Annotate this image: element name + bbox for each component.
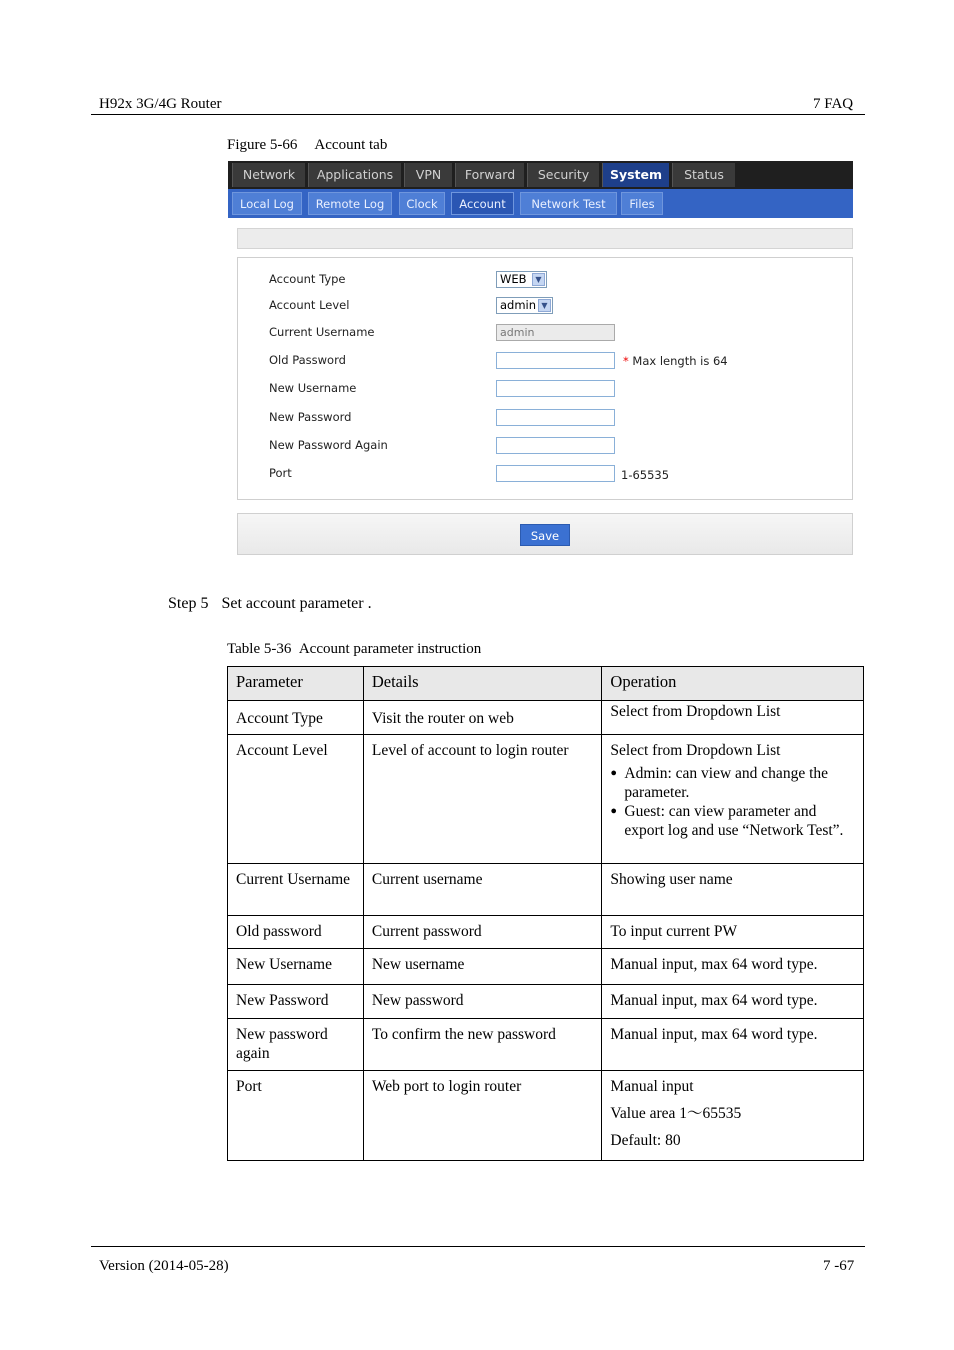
figure-number: Figure 5-66 — [227, 137, 298, 153]
account-parameter-table — [227, 666, 864, 1161]
max-length-hint: Max length is 64 — [632, 354, 728, 368]
new-password-again-input[interactable] — [496, 437, 615, 454]
step-label: Step 5 — [168, 595, 209, 612]
cell-operation: Manual input, max 64 word type. — [602, 949, 864, 985]
cell-operation: Showing user name — [602, 864, 864, 916]
account-level-label: Account Level — [269, 298, 350, 312]
subtab-files[interactable]: Files — [621, 192, 663, 215]
operation-text: Select from Dropdown List — [610, 742, 781, 759]
footer-rule — [91, 1246, 865, 1247]
current-username-label: Current Username — [269, 325, 375, 339]
cell-parameter: New password again — [228, 1019, 364, 1071]
title-band — [237, 228, 853, 249]
cell-details: Level of account to login router — [363, 735, 602, 864]
header-details: Details — [363, 667, 602, 701]
tab-network[interactable]: Network — [232, 163, 305, 187]
tab-security[interactable]: Security — [527, 163, 599, 187]
header-rule — [91, 114, 865, 115]
save-bar — [237, 513, 853, 555]
cell-details: Web port to login router — [363, 1071, 602, 1161]
cell-operation: Manual input, max 64 word type. — [602, 1019, 864, 1071]
new-username-label: New Username — [269, 381, 357, 395]
new-password-input[interactable] — [496, 409, 615, 426]
old-password-input[interactable] — [496, 352, 615, 369]
cell-parameter: Current Username — [228, 864, 364, 916]
tab-status[interactable]: Status — [672, 163, 735, 187]
subtab-remote-log[interactable]: Remote Log — [308, 192, 392, 215]
table-caption — [227, 641, 481, 658]
sub-tab-bar — [228, 189, 853, 218]
figure-title: Account tab — [314, 137, 388, 153]
new-password-label: New Password — [269, 410, 352, 424]
tab-system[interactable]: System — [602, 163, 669, 187]
step-text: Set account parameter . — [221, 595, 372, 612]
cell-details: Visit the router on web — [363, 701, 602, 735]
current-username-field: admin — [496, 324, 615, 341]
table-row — [228, 949, 864, 985]
subtab-network-test[interactable]: Network Test — [520, 192, 617, 215]
subtab-account[interactable]: Account — [451, 192, 514, 215]
account-level-value: admin — [500, 298, 537, 312]
table-header-row — [228, 667, 864, 701]
cell-details: New password — [363, 985, 602, 1019]
new-username-input[interactable] — [496, 380, 615, 397]
subtab-clock[interactable]: Clock — [399, 192, 445, 215]
cell-parameter: New Username — [228, 949, 364, 985]
old-password-label: Old Password — [269, 353, 346, 367]
cell-operation: Select from Dropdown List — [602, 701, 864, 735]
tab-vpn[interactable]: VPN — [404, 163, 452, 187]
table-row — [228, 1019, 864, 1071]
cell-details: New username — [363, 949, 602, 985]
cell-operation — [602, 1071, 864, 1161]
cell-operation — [602, 735, 864, 864]
account-level-select[interactable] — [496, 297, 553, 314]
save-button[interactable]: Save — [520, 524, 570, 546]
operation-value-area: Value area 1～65535 — [610, 1105, 742, 1122]
table-row — [228, 1071, 864, 1161]
account-tab-screenshot — [228, 161, 853, 557]
bullet-guest: ● Guest: can view parameter and export log and use “Network Test”. — [610, 802, 856, 840]
table-row — [228, 864, 864, 916]
header-doc-title: H92x 3G/4G Router — [99, 96, 222, 112]
header-chapter: 7 FAQ — [813, 96, 854, 112]
cell-parameter: Port — [228, 1071, 364, 1161]
port-input[interactable] — [496, 465, 615, 482]
step-line — [168, 595, 372, 613]
cell-parameter: Account Level — [228, 735, 364, 864]
table-row — [228, 701, 864, 735]
tab-applications[interactable]: Applications — [308, 163, 401, 187]
table-row — [228, 916, 864, 949]
table-title: Account parameter instruction — [298, 641, 482, 657]
header-parameter: Parameter — [228, 667, 364, 701]
cell-details: Current password — [363, 916, 602, 949]
cell-operation: To input current PW — [602, 916, 864, 949]
account-type-label: Account Type — [269, 272, 346, 286]
operation-bullets — [610, 764, 856, 840]
footer-version: Version (2014-05-28) — [99, 1258, 229, 1274]
table-row — [228, 735, 864, 864]
old-password-hint — [623, 354, 728, 368]
cell-parameter: New Password — [228, 985, 364, 1019]
port-label: Port — [269, 466, 292, 480]
cell-operation: Manual input, max 64 word type. — [602, 985, 864, 1019]
footer-page-number: 7 -67 — [823, 1258, 855, 1274]
port-range-hint: 1-65535 — [621, 468, 670, 482]
tab-forward[interactable]: Forward — [455, 163, 524, 187]
subtab-local-log[interactable]: Local Log — [232, 192, 302, 215]
operation-text: Manual input — [610, 1078, 694, 1095]
cell-parameter: Account Type — [228, 701, 364, 735]
new-password-again-label: New Password Again — [269, 438, 388, 452]
chevron-down-icon: ▼ — [532, 273, 545, 286]
table-number: Table 5-36 — [227, 641, 292, 657]
chevron-down-icon: ▼ — [538, 299, 551, 312]
required-star: * — [623, 354, 629, 368]
cell-details: Current username — [363, 864, 602, 916]
account-type-value: WEB — [500, 272, 527, 286]
bullet-admin: ● Admin: can view and change the parameter. — [610, 764, 856, 802]
operation-default: Default: 80 — [610, 1132, 681, 1149]
account-type-select[interactable] — [496, 271, 547, 288]
header-operation: Operation — [602, 667, 864, 701]
account-form — [237, 257, 853, 500]
cell-details: To confirm the new password — [363, 1019, 602, 1071]
table-row — [228, 985, 864, 1019]
main-tab-bar — [228, 161, 853, 189]
cell-parameter: Old password — [228, 916, 364, 949]
figure-caption — [227, 137, 387, 154]
